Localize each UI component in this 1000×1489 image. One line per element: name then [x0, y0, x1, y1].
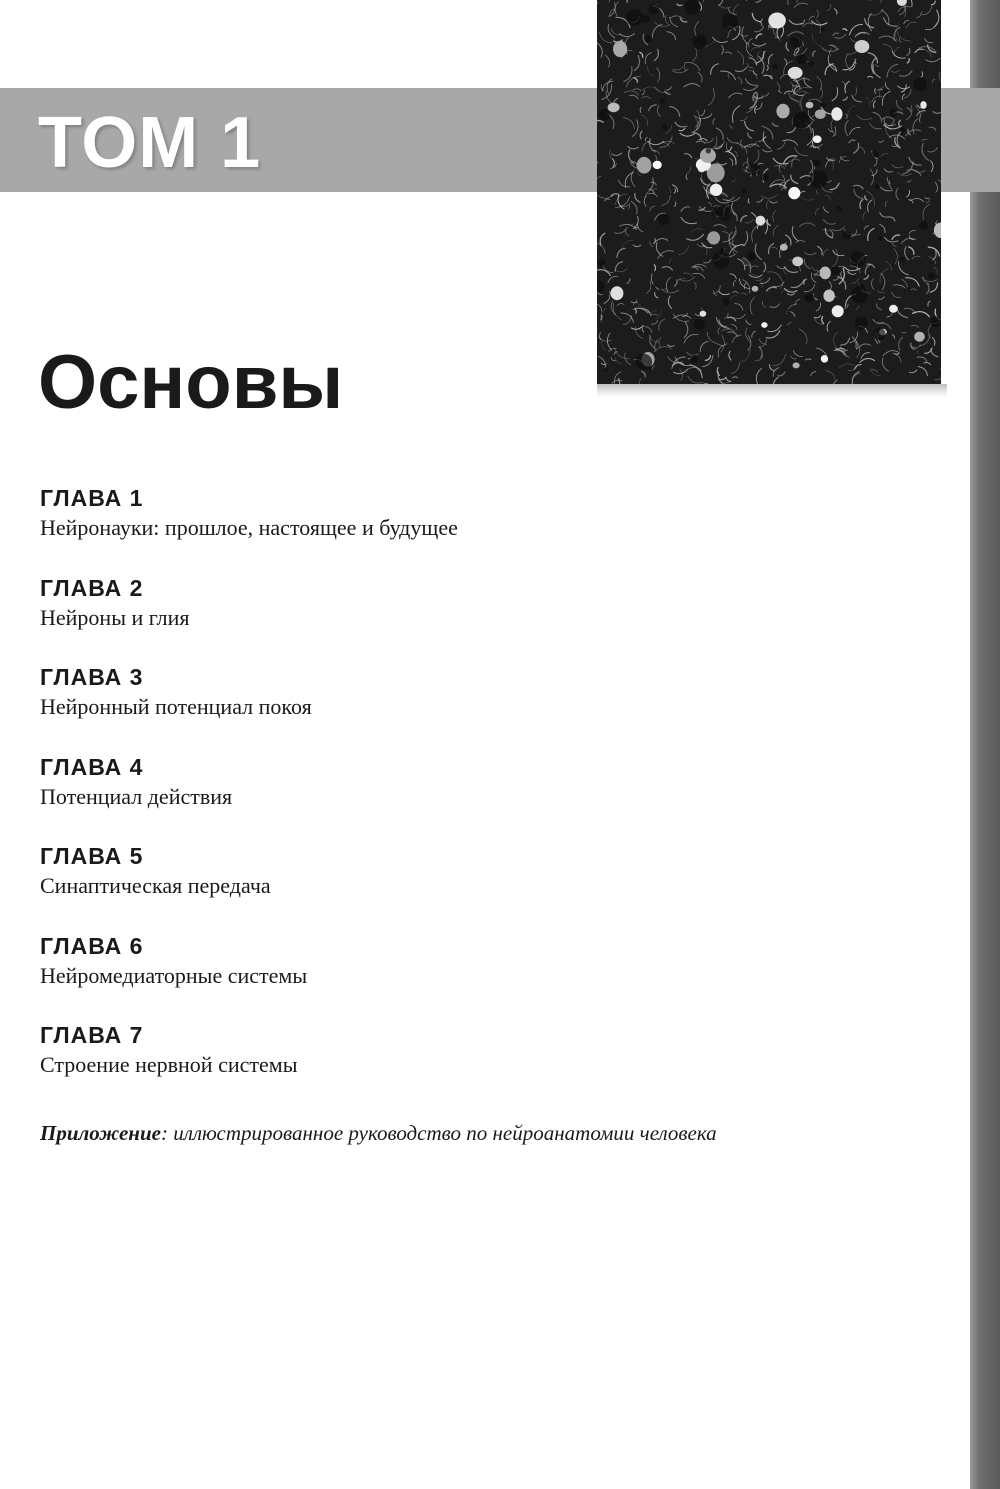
neural-tissue-micrograph [597, 0, 941, 384]
appendix-label: Приложение [40, 1121, 161, 1145]
page-edge-gap [942, 0, 970, 90]
appendix-text: : иллюстрированное руководство по нейроанатомии человека [160, 1121, 717, 1145]
chapter-title: Синаптическая передача [40, 873, 271, 898]
chapter-title: Нейронный потенциал покоя [40, 694, 312, 719]
chapter-item [40, 753, 940, 843]
chapter-title: Строение нервной системы [40, 1052, 298, 1077]
chapter-title: Потенциал действия [40, 783, 233, 809]
micrograph-image [597, 0, 941, 384]
chapter-label: ГЛАВА 2 [40, 574, 144, 601]
page-edge-strip [970, 0, 1000, 1489]
chapter-item [40, 842, 940, 932]
chapter-label: ГЛАВА 1 [40, 485, 144, 511]
chapter-item [40, 663, 940, 753]
appendix-line [40, 1118, 717, 1148]
chapter-label: ГЛАВА 7 [40, 1022, 144, 1048]
chapter-label: ГЛАВА 3 [40, 664, 144, 690]
chapter-label: ГЛАВА 5 [40, 843, 144, 869]
chapter-title: Нейромедиаторные системы [40, 962, 308, 988]
section-title: Основы [38, 340, 344, 425]
chapter-label: ГЛАВА 6 [40, 932, 144, 959]
chapter-item [40, 484, 940, 574]
micrograph-shadow [597, 384, 947, 398]
chapter-item [40, 1021, 940, 1111]
chapter-label: ГЛАВА 4 [40, 753, 144, 780]
volume-title: ТОМ 1 [38, 103, 262, 183]
chapter-title: Нейронауки: прошлое, настоящее и будущее [40, 515, 458, 540]
chapter-item [40, 932, 940, 1022]
chapter-item [40, 574, 940, 664]
chapter-title: Нейроны и глия [40, 604, 190, 630]
chapter-list [40, 484, 940, 1111]
